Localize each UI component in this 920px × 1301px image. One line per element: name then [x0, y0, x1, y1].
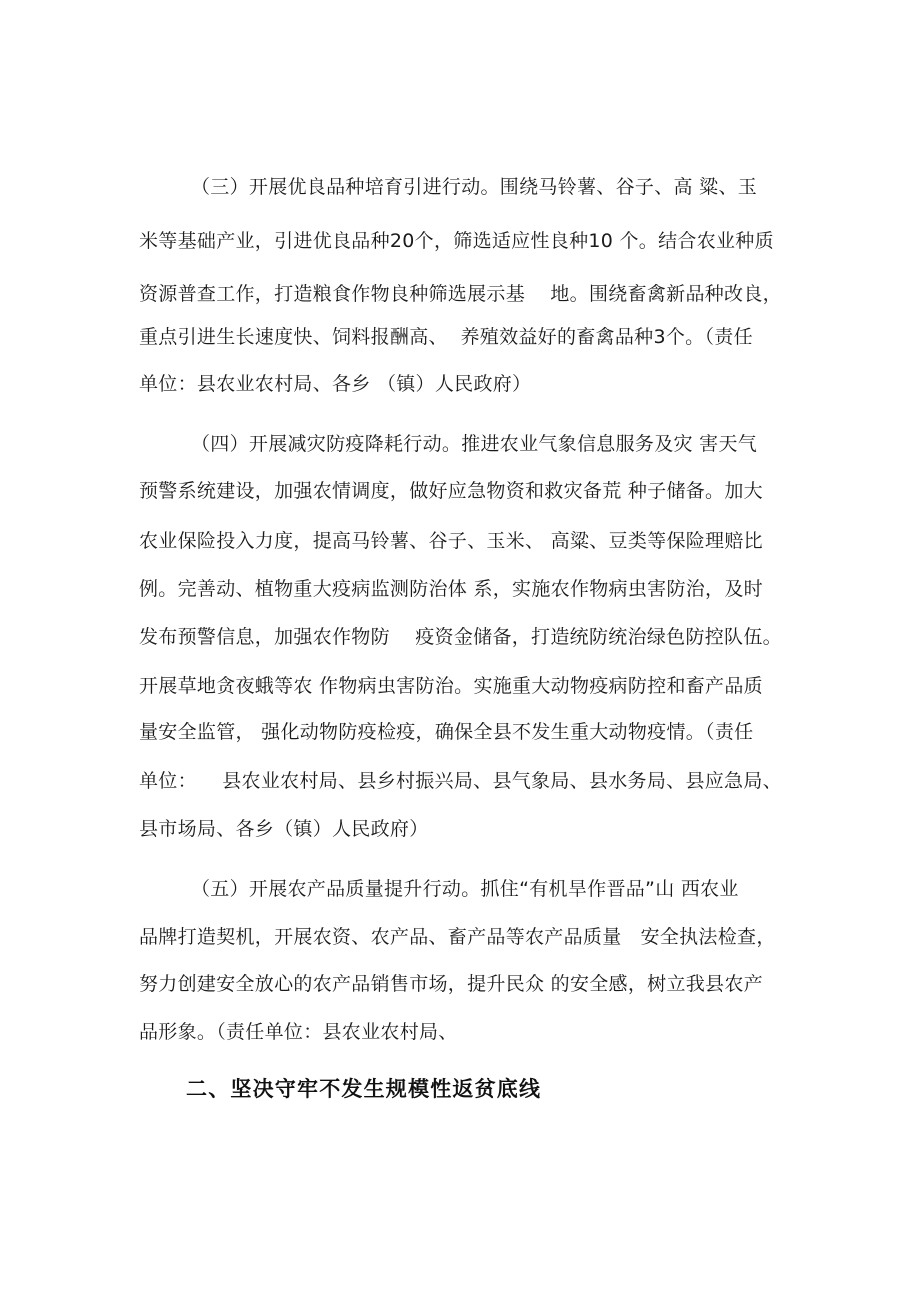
section-heading: 二、坚决守牢不发生规模性返贫底线: [186, 1077, 542, 1101]
paragraph-line: 农业保险投入力度，提高马铃薯、谷子、玉米、 高粱、豆类等保险理赔比: [139, 530, 763, 552]
paragraph-line: 品牌打造契机，开展农资、农产品、畜产品等农产品质量 安全执法检查，: [139, 926, 776, 948]
paragraph-line: 努力创建安全放心的农产品销售市场，提升民众 的安全感，树立我县农产: [139, 973, 763, 995]
paragraph-line: 米等基础产业，引进优良品种20个，筛选适应性良种10 个。结合农业种质: [139, 230, 774, 252]
paragraph-line: 品形象。（责任单位：县农业农村局、: [139, 1021, 458, 1043]
paragraph-line: 县市场局、各乡（镇）人民政府）: [139, 818, 429, 840]
paragraph-line: 预警系统建设，加强农情调度，做好应急物资和救灾备荒 种子储备。加大: [139, 480, 763, 502]
paragraph-line: （四）开展减灾防疫降耗行动。推进农业气象信息服务及灾 害天气: [191, 433, 758, 455]
paragraph-line: 资源普查工作，打造粮食作物良种筛选展示基 地。围绕畜禽新品种改良，: [139, 283, 782, 305]
paragraph-line: 量安全监管， 强化动物防疫检疫，确保全县不发生重大动物疫情。（责任: [139, 721, 754, 743]
paragraph-line: 重点引进生长速度快、饲料报酬高、 养殖效益好的畜禽品种3个。（责任: [139, 326, 753, 348]
paragraph-line: （三）开展优良品种培育引进行动。围绕马铃薯、谷子、高 粱、玉: [191, 176, 758, 198]
paragraph-line: 单位：县农业农村局、各乡 （镇）人民政府）: [139, 373, 532, 395]
paragraph-line: （五）开展农产品质量提升行动。抓住“有机旱作晋品”山 西农业: [191, 878, 739, 900]
paragraph-line: 发布预警信息，加强农作物防 疫资金储备，打造统防统治绿色防控队伍。: [139, 626, 782, 648]
paragraph-line: 例。完善动、植物重大疫病监测防治体 系，实施农作物病虫害防治，及时: [139, 578, 763, 600]
paragraph-line: 单位： 县农业农村局、县乡村振兴局、县气象局、县水务局、县应急局、: [139, 770, 782, 792]
paragraph-line: 开展草地贪夜蛾等农 作物病虫害防治。实施重大动物疫病防控和畜产品质: [139, 675, 763, 697]
